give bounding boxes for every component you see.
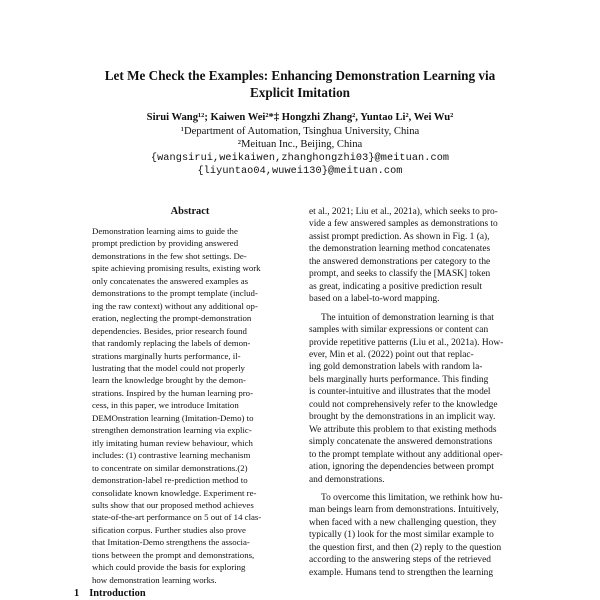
- author-names: Sirui Wang¹²; Kaiwen Wei²*‡ Hongzhi Zhang², Yuntao Li², Wei Wu²: [146, 112, 454, 123]
- paragraph-2-line: The intuition of demonstration learning is that: [321, 312, 494, 323]
- paragraph-2-line: could not comprehensively refer to the knowledge: [309, 399, 498, 410]
- abstract-line: which could provide the basis for exploring: [92, 562, 246, 573]
- paragraph-1: [309, 206, 534, 306]
- abstract-line: includes: (1) contrastive learning mechanism: [92, 450, 251, 461]
- abstract-line: state-of-the-art performance on 5 out of 14 clas-: [92, 512, 262, 523]
- abstract-line: tions between the prompt and demonstrations,: [92, 549, 255, 560]
- paragraph-1-line: et al., 2021; Liu et al., 2021a), which seeks to pro-: [309, 207, 498, 217]
- abstract-line: spite achieving promising results, existing work: [92, 263, 261, 274]
- affiliation-1: ¹Department of Automation, Tsinghua University, China: [180, 125, 420, 137]
- abstract-line: strations marginally hurts performance, il-: [92, 350, 241, 361]
- abstract-line: demonstration-label re-prediction method to: [92, 475, 248, 486]
- abstract-line: that Imitation-Demo strengthens the associa-: [92, 537, 250, 548]
- paragraph-3-line: typically (1) look for the most similar example to: [309, 530, 494, 541]
- paragraph-1-line: the answered demonstrations per category to the: [309, 256, 491, 267]
- abstract-line: sification corpus. Further studies also prove: [92, 524, 246, 535]
- abstract-line: eration, neglecting the prompt-demonstration: [92, 313, 252, 324]
- paragraph-3-line: example. Humans tend to strengthen the learning: [309, 567, 494, 578]
- paragraph-3-line: man beings learn from demonstrations. Intuitively,: [309, 505, 499, 516]
- paragraph-3: [309, 492, 534, 579]
- paragraph-2: [309, 312, 534, 486]
- title-line-2: Explicit Imitation: [249, 85, 350, 100]
- paragraph-2-line: provide repetitive patterns (Liu et al., 2021a). How-: [309, 337, 504, 348]
- section-heading-introduction: [74, 588, 146, 599]
- abstract-line: prompt prediction by providing answered: [92, 238, 239, 249]
- abstract-line: demonstrations in the few shot settings. De-: [92, 250, 247, 261]
- paragraph-2-line: simply concatenate the answered demonstrations: [309, 437, 493, 448]
- abstract-line: only concatenates the answered examples as: [92, 275, 249, 286]
- paragraph-3-line: when faced with a new challenging question, they: [309, 517, 497, 528]
- paragraph-2-line: to the prompt template without any additional oper-: [309, 449, 503, 460]
- abstract-line: learn the knowledge brought by the demon-: [92, 375, 246, 386]
- abstract-line: DEMOnstration learning (Imitation-Demo) to: [92, 412, 254, 423]
- author-block: [40, 111, 560, 179]
- paragraph-3-line: To overcome this limitation, we rethink how hu-: [321, 492, 503, 503]
- abstract-line: lustrating that the model could not properly: [92, 362, 245, 373]
- abstract-line: to concentrate on similar demonstrations.(2): [92, 462, 248, 473]
- paragraph-1-line: based on a label-to-word mapping.: [309, 294, 440, 305]
- right-column-text: [309, 206, 534, 579]
- abstract-line: strengthen demonstration learning via explic-: [92, 425, 252, 436]
- paragraph-1-line: prompt, and seeks to classify the [MASK] token: [309, 269, 491, 280]
- abstract-line: consolidate known knowledge. Experiment re-: [92, 487, 257, 498]
- abstract-heading: Abstract: [170, 206, 210, 217]
- paragraph-2-line: and demonstrations.: [309, 474, 385, 485]
- abstract-line: cess, in this paper, we introduce Imitation: [92, 400, 239, 411]
- paragraph-2-line: brought by the demonstrations in an implicit way.: [309, 412, 496, 423]
- paragraph-2-line: ever, Min et al. (2022) point out that replac-: [309, 349, 474, 360]
- section-title: Introduction: [89, 588, 146, 599]
- paragraph-2-line: ing gold demonstration labels with random la-: [309, 362, 483, 373]
- abstract-line: Demonstration learning aims to guide the: [92, 226, 238, 236]
- paragraph-2-line: samples with similar expressions or content can: [309, 325, 489, 336]
- abstract-line: dependencies. Besides, prior research found: [92, 325, 247, 336]
- abstract-line: demonstrations to the prompt template (includ-: [92, 288, 258, 299]
- email-line-2: {liyuntao04,wuwei130}@meituan.com: [197, 166, 403, 177]
- paragraph-2-line: is counter-intuitive and illustrates that the model: [309, 387, 491, 398]
- paragraph-3-line: the question first, and then (2) reply to the question: [309, 542, 502, 553]
- title-line-1: Let Me Check the Examples: Enhancing Demonstration Learning via: [104, 68, 496, 83]
- paragraph-1-line: the demonstration learning method concatenates: [309, 244, 491, 255]
- paragraph-2-line: ation, ignoring the dependencies between prompt: [309, 462, 494, 473]
- abstract-line: itly imitating human review behaviour, which: [92, 437, 253, 448]
- paragraph-2-line: bels marginally hurts performance. This finding: [309, 374, 489, 385]
- email-line-1: {wangsirui,weikaiwen,zhanghongzhi03}@meituan.com: [150, 152, 450, 164]
- paragraph-3-line: according to the answering steps of the retrieved: [309, 555, 491, 566]
- section-number: 1: [74, 588, 80, 599]
- paragraph-1-line: assist prompt prediction. As shown in Fig. 1 (a),: [309, 231, 490, 242]
- paper-title: [40, 67, 560, 101]
- abstract-line: ing the raw context) without any additional op-: [92, 300, 258, 311]
- abstract-line: that randomly replacing the labels of demon-: [92, 338, 251, 349]
- abstract-line: sults show that our proposed method achieves: [92, 499, 254, 510]
- affiliation-2: ²Meituan Inc., Beijing, China: [237, 139, 363, 150]
- paragraph-2-line: We attribute this problem to that existing methods: [309, 424, 497, 435]
- paragraph-1-line: vide a few answered samples as demonstrations to: [309, 219, 498, 230]
- abstract-line: how demonstration learning works.: [92, 574, 217, 585]
- abstract-line: strations. Inspired by the human learning pro-: [92, 387, 253, 398]
- paragraph-1-line: as great, indicating a positive prediction result: [309, 281, 483, 292]
- abstract-body: [92, 225, 288, 586]
